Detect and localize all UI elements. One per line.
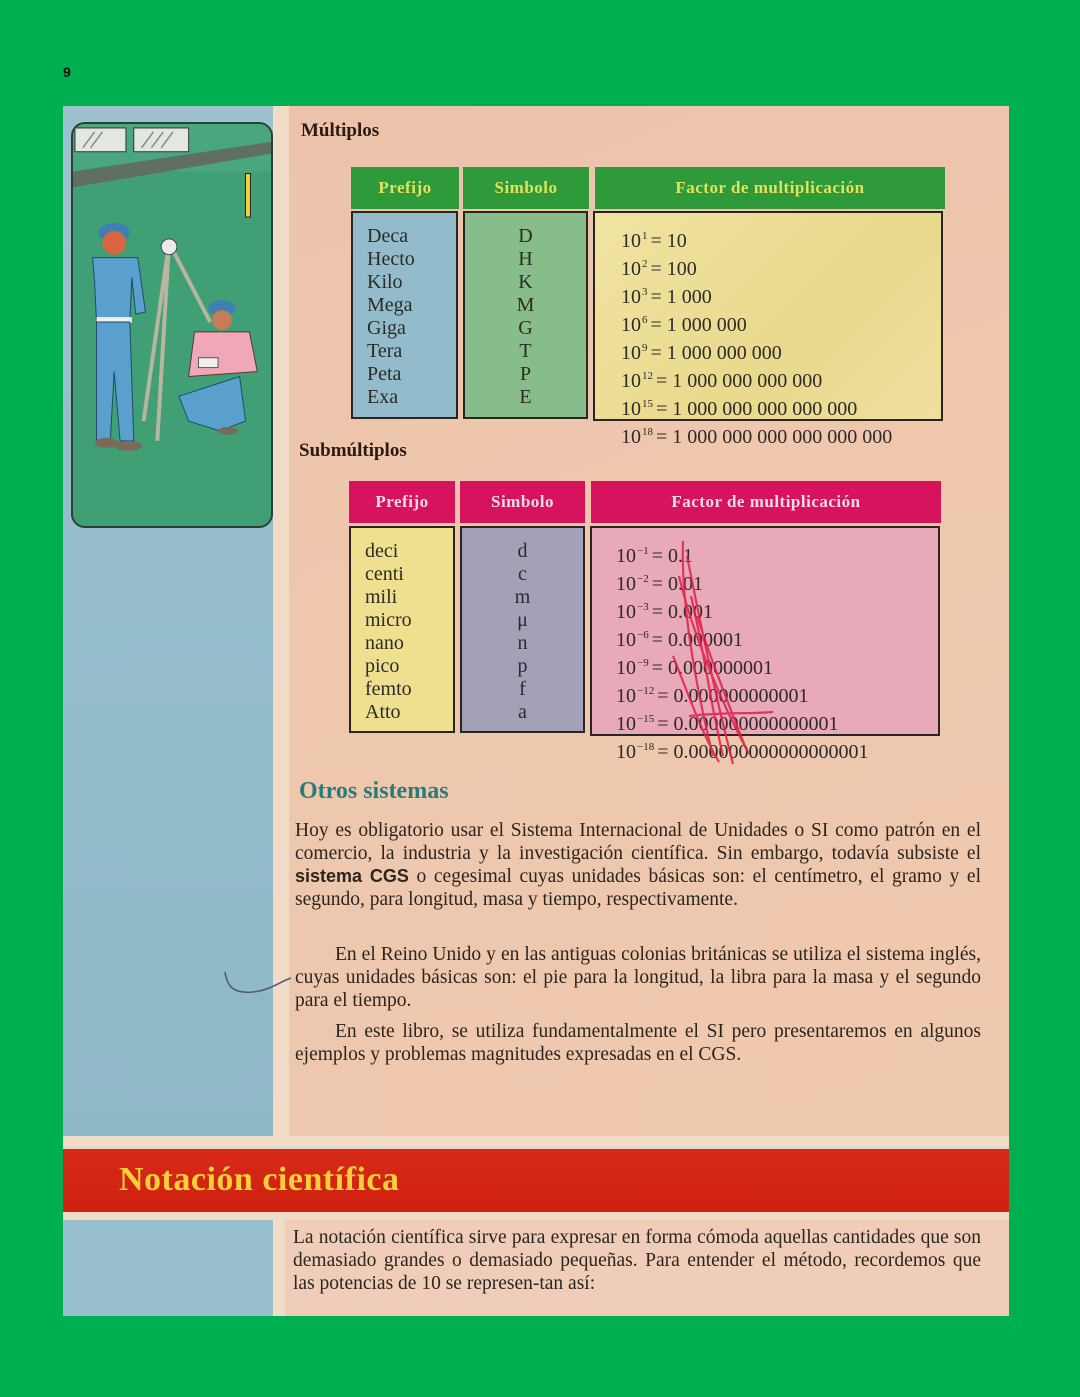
prefix-cell: Peta [367,363,402,385]
surveyors-image-icon [73,124,271,526]
prefix-cell: pico [365,655,400,677]
symbol-cell: H [518,248,533,270]
symbol-cell: c [518,563,527,585]
prefix-cell: Mega [367,294,413,316]
factor-cell: $10^{-1} = 0.1$ [616,545,693,567]
prefix-cell: nano [365,632,404,654]
prefix-cell: mili [365,586,398,608]
factor-cell: $10^{-12} = 0.000000000001$ [616,685,809,707]
otros-sistemas-heading: Otros sistemas [299,778,449,804]
symbol-cell: m [514,586,531,608]
left-margin-column [63,106,273,1136]
page-number: 9 [63,64,71,80]
symbol-cell: a [518,701,527,723]
notacion-cientifica-banner [63,1146,1009,1212]
factor-cell: $10^1 = 10$ [621,230,687,252]
multiples-title: Múltiplos [301,120,380,141]
submultiples-header-prefix: Prefijo [349,481,455,523]
factor-cell: $10^{15} = 1$ 000 000 000 000 000 [621,398,858,420]
symbol-cell: n [517,632,528,654]
textbook-page-scan [63,106,1009,1316]
prefix-cell: Atto [365,701,401,723]
submultiples-factor-column [590,526,940,763]
multiples-header-factor: Factor de multiplicación [595,167,945,209]
prefix-cell: Deca [367,225,409,247]
cgs-bold-term: sistema CGS [295,866,409,886]
factor-cell: $10^{-18} = 0.000000000000000001$ [616,741,869,763]
paragraph-este-libro: En este libro, se utiliza fundamentalmente el SI pero presentaremos en algunos ejemplos y problemas magnitudes expresadas en el CGS. [295,1021,981,1065]
symbol-cell: G [518,317,533,339]
prefix-cell: deci [365,540,399,562]
multiples-factor-column [593,211,943,448]
symbol-cell: D [518,225,533,247]
symbol-cell: p [517,655,528,677]
prefix-cell: centi [365,563,404,585]
prefix-cell: femto [365,678,412,700]
submultiples-symbol-column [460,526,585,733]
prefix-cell: micro [365,609,412,631]
prefix-cell: Tera [367,340,403,362]
multiples-header-prefix: Prefijo [351,167,459,209]
prefix-cell: Exa [367,386,399,408]
submultiples-header-symbol: Simbolo [460,481,585,523]
submultiples-header-factor: Factor de multiplicación [591,481,941,523]
factor-cell: $10^3 = 1$ 000 [621,286,712,308]
bottom-margin-column [63,1220,273,1316]
symbol-cell: M [516,294,535,316]
submultiples-prefix-column [349,526,455,733]
factor-cell: $10^{-3} = 0.001$ [616,601,713,623]
factor-cell: $10^6 = 1$ 000 000 [621,314,747,336]
symbol-cell: T [519,340,532,362]
paragraph-sistema-ingles: En el Reino Unido y en las antiguas colonias británicas se utiliza el sistema inglés, cuyas unidades básicas son: el pie para la longitud, la libra para la masa y el segundo para el tiempo. [295,944,981,1011]
prefix-cell: Hecto [367,248,415,270]
factor-cell: $10^{-2} = 0.01$ [616,573,703,595]
factor-cell: $10^9 = 1$ 000 000 000 [621,342,782,364]
symbol-cell: f [519,678,526,700]
factor-cell: $10^{12} = 1$ 000 000 000 000 [621,370,823,392]
paragraph-notacion-intro: La notación científica sirve para expresar en forma cómoda aquellas cantidades que son demasiado grandes o demasiado pequeñas. Para entender el método, recordemos que las potencias de 10 se represen-tan así: [293,1227,981,1294]
factor-cell: $10^{-15} = 0.000000000000001$ [616,713,839,735]
factor-cell: $10^{-9} = 0.000000001$ [616,657,773,679]
symbol-cell: d [517,540,528,562]
notacion-cientifica-heading: Notación científica [119,1161,400,1198]
submultiples-title: Submúltiplos [299,440,407,461]
factor-cell: $10^{18} = 1$ 000 000 000 000 000 000 [621,426,893,448]
symbol-cell: P [519,363,532,385]
surveyors-illustration [71,122,273,528]
prefix-cell: Kilo [367,271,403,293]
multiples-header-symbol: Simbolo [463,167,589,209]
multiples-prefix-column [351,211,458,419]
factor-cell: $10^{-6} = 0.000001$ [616,629,743,651]
symbol-cell: μ [517,609,528,631]
symbol-cell: K [518,271,533,293]
symbol-cell: E [519,386,532,408]
multiples-symbol-column [463,211,588,419]
prefix-cell: Giga [367,317,406,339]
paragraph-si-cgs: Hoy es obligatorio usar el Sistema Internacional de Unidades o SI como patrón en el comercio, la industria y la investigación científica. Sin embargo, todavía subsiste el sistema CGS o cegesimal cuyas unidades básicas son: el centímetro, el gramo y el segundo, para longitud, masa y tiempo, respectivamente. [295,820,981,910]
factor-cell: $10^2 = 100$ [621,258,697,280]
